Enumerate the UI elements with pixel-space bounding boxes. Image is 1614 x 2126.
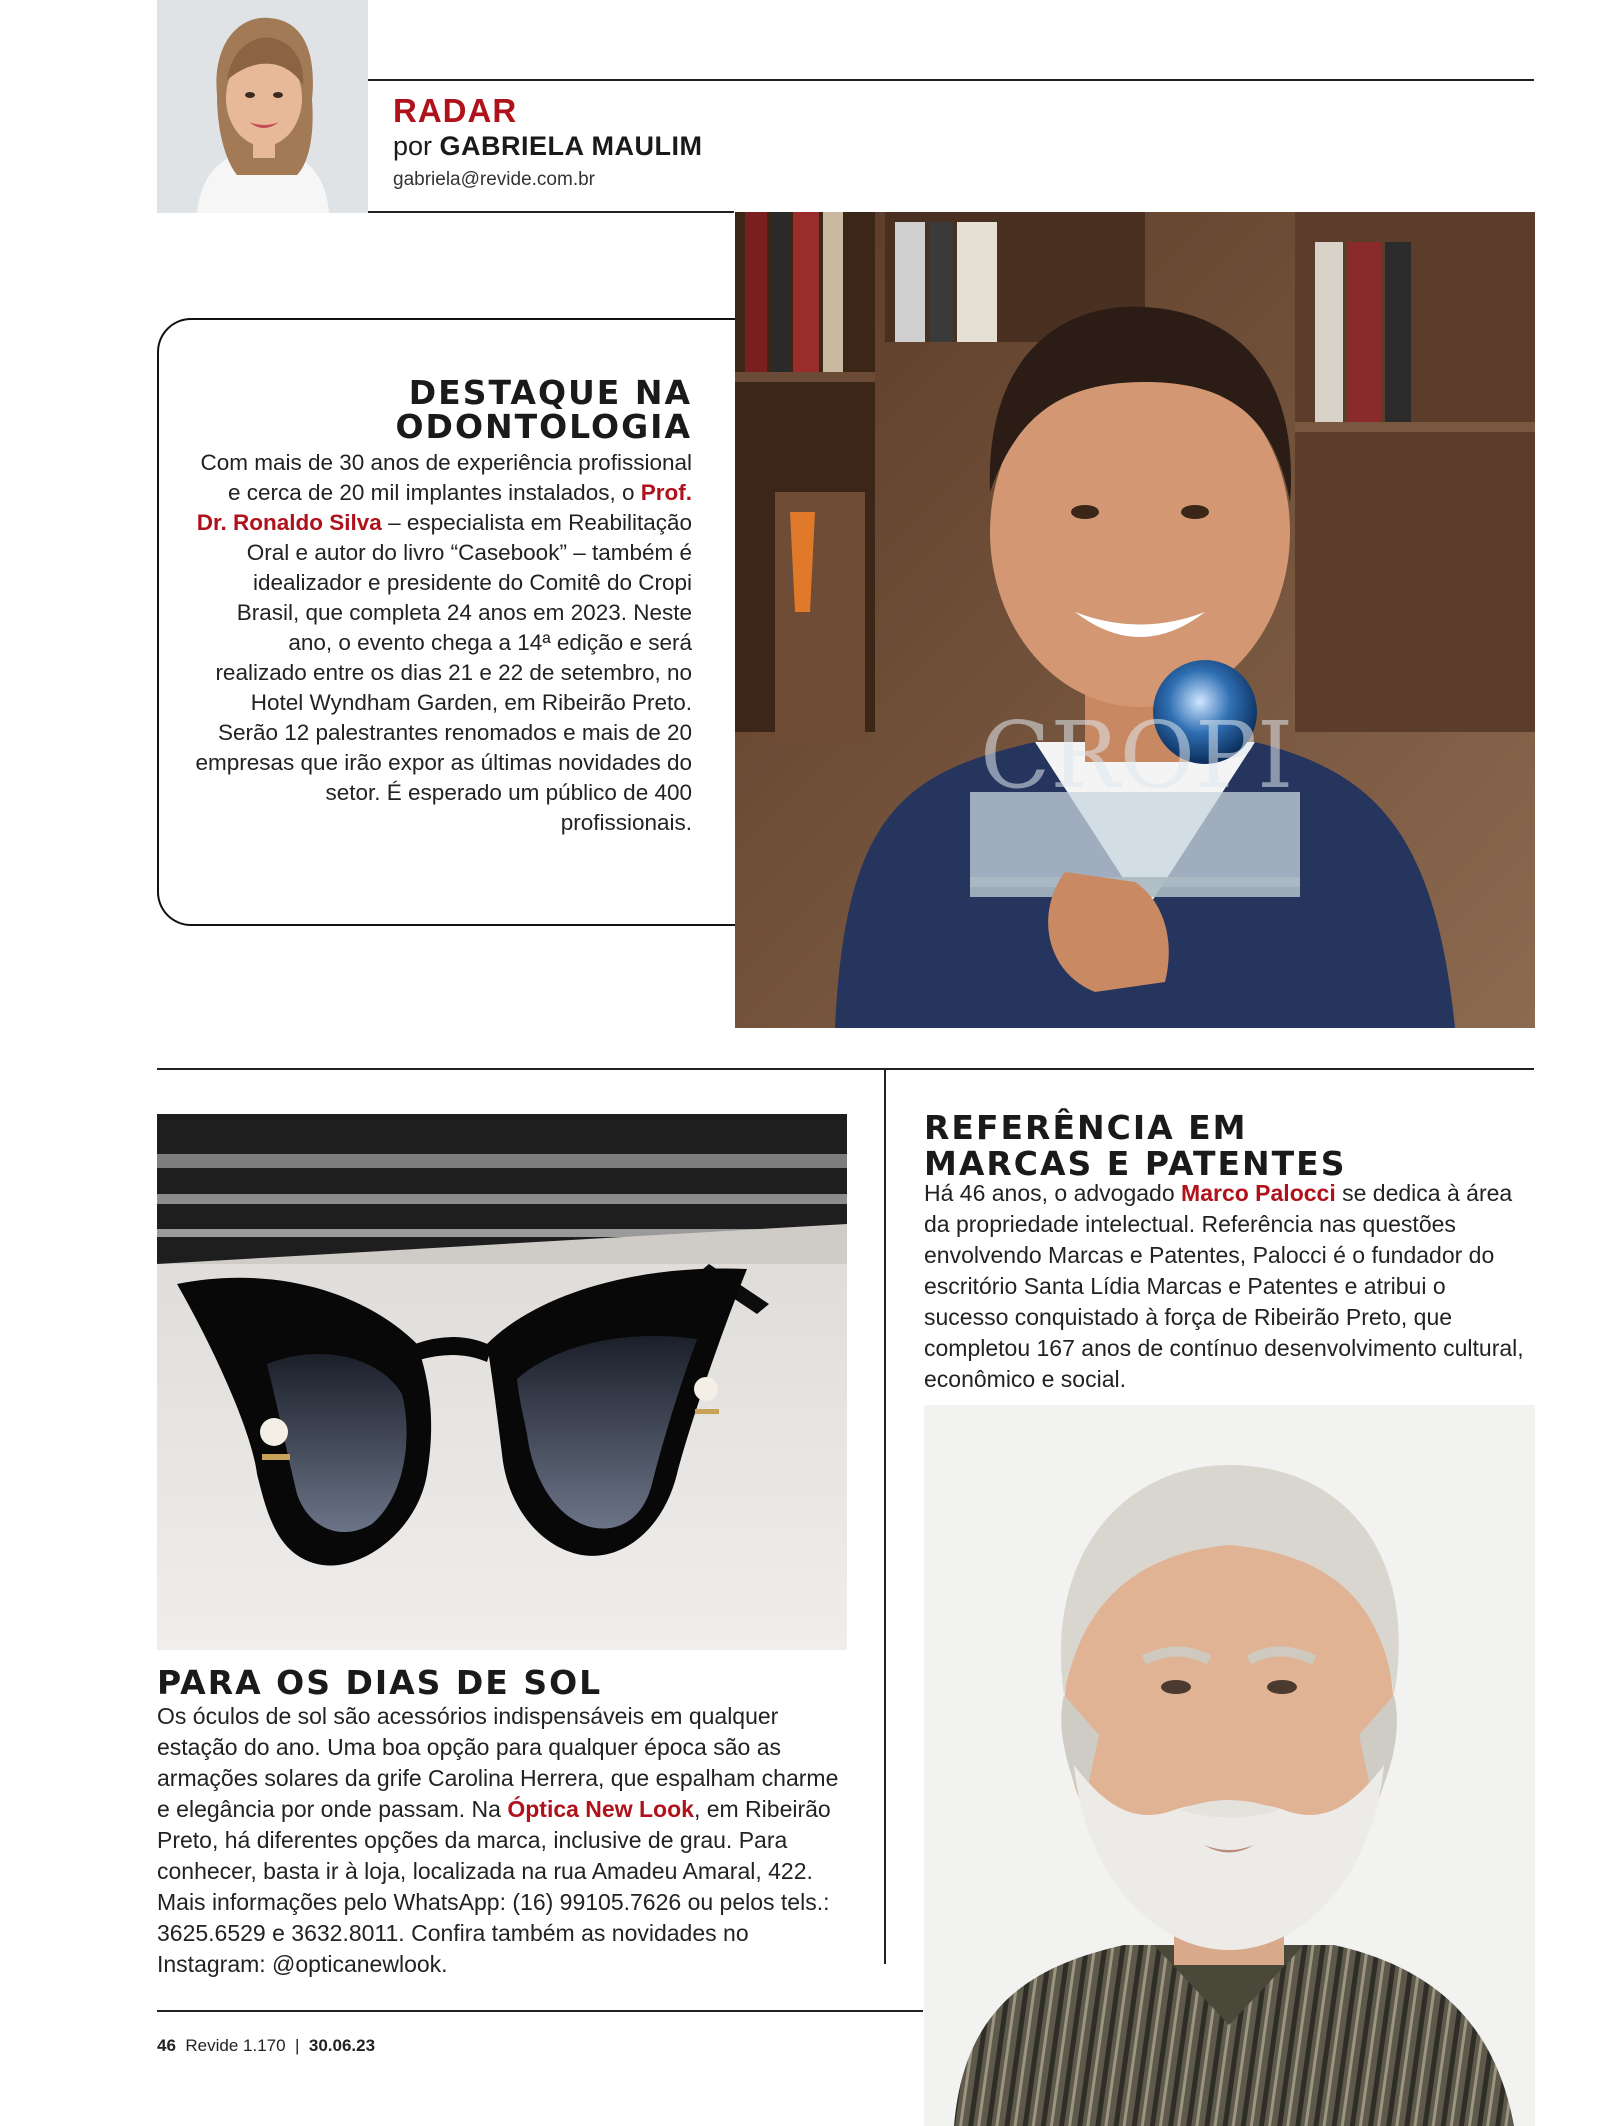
lawyer-portrait-illustration bbox=[924, 1405, 1535, 2126]
header-rule bbox=[368, 79, 1534, 81]
byline-prefix: por bbox=[393, 131, 433, 161]
column-divider bbox=[884, 1070, 886, 1964]
referencia-headline-line1: REFERÊNCIA EM bbox=[924, 1108, 1248, 1147]
dentist-photo-illustration bbox=[735, 212, 1535, 1028]
destaque-highlight: Prof. Dr. Ronaldo Silva bbox=[196, 480, 692, 535]
dentist-photo bbox=[735, 212, 1535, 1028]
sunglasses-illustration bbox=[157, 1114, 847, 1650]
sol-body bbox=[157, 1701, 857, 1980]
issue-date: 30.06.23 bbox=[308, 2036, 376, 2055]
destaque-headline-line1: DESTAQUE NA bbox=[408, 373, 692, 412]
issue-label: Revide 1.170 bbox=[185, 2036, 286, 2055]
author-photo bbox=[157, 0, 368, 213]
trophy-text: CROPI bbox=[980, 702, 1294, 809]
destaque-headline-line2: ODONTOLOGIA bbox=[395, 407, 692, 446]
sunglasses-photo bbox=[157, 1114, 847, 1650]
footer-rule bbox=[157, 2010, 923, 2012]
section-divider bbox=[157, 1068, 1534, 1070]
author-email: gabriela@revide.com.br bbox=[393, 169, 595, 190]
section-title: RADAR bbox=[393, 92, 518, 129]
footer-separator: | bbox=[295, 2036, 300, 2055]
sol-text-after: , em Ribeirão Preto, há diferentes opções da marca, inclusive de grau. Para conhecer, basta ir à loja, localizada na rua Amadeu Amaral, 422. Mais informações pelo WhatsApp: (16) 99105.7626 ou pelos tels.: 3625.6529 e 3632.8011. Confira também as novidades no Instagram: @opticanewlook. bbox=[157, 1796, 831, 1977]
page-number: 46 bbox=[157, 2036, 176, 2055]
byline bbox=[393, 131, 703, 162]
destaque-body bbox=[192, 448, 692, 838]
referencia-text-after: se dedica à área da propriedade intelectual. Referência nas questões envolvendo Marcas e Patentes, Palocci é o fundador do escritório Santa Lídia Marcas e Patentes e atribui o sucesso conquistado à força de Ribeirão Preto, que completou 167 anos de contínuo desenvolvimento cultural, econômico e social. bbox=[924, 1180, 1524, 1392]
referencia-text-before: Há 46 anos, o advogado bbox=[924, 1180, 1182, 1206]
author-name: GABRIELA MAULIM bbox=[439, 131, 703, 161]
referencia-body bbox=[924, 1178, 1534, 1395]
sol-text-before: Os óculos de sol são acessórios indispensáveis em qualquer estação do ano. Uma boa opção para qualquer época são as armações solares da grife Carolina Herrera, que espalham charme e elegância por onde passam. Na bbox=[157, 1703, 839, 1822]
header-underline bbox=[368, 211, 734, 213]
author-portrait-illustration bbox=[157, 0, 368, 213]
referencia-headline-line2: MARCAS E PATENTES bbox=[924, 1144, 1347, 1183]
destaque-headline bbox=[320, 373, 692, 446]
sol-headline: PARA OS DIAS DE SOL bbox=[157, 1663, 603, 1702]
page-footer bbox=[157, 2036, 375, 2056]
lawyer-photo bbox=[924, 1405, 1535, 2126]
sol-highlight: Óptica New Look bbox=[507, 1796, 694, 1822]
referencia-headline bbox=[924, 1110, 1346, 1182]
referencia-highlight: Marco Palocci bbox=[1181, 1180, 1336, 1206]
destaque-text-after: – especialista em Reabilitação Oral e autor do livro “Casebook” – também é idealizador e presidente do Comitê do Cropi Brasil, que completa 24 anos em 2023. Neste ano, o evento chega a 14ª edição e será realizado entre os dias 21 e 22 de setembro, no Hotel Wyndham Garden, em Ribeirão Preto. Serão 12 palestrantes renomados e mais de 20 empresas que irão expor as últimas novidades do setor. É esperado um público de 400 profissionais. bbox=[195, 510, 692, 835]
destaque-text-before: Com mais de 30 anos de experiência profissional e cerca de 20 mil implantes instalados, o bbox=[200, 450, 692, 505]
